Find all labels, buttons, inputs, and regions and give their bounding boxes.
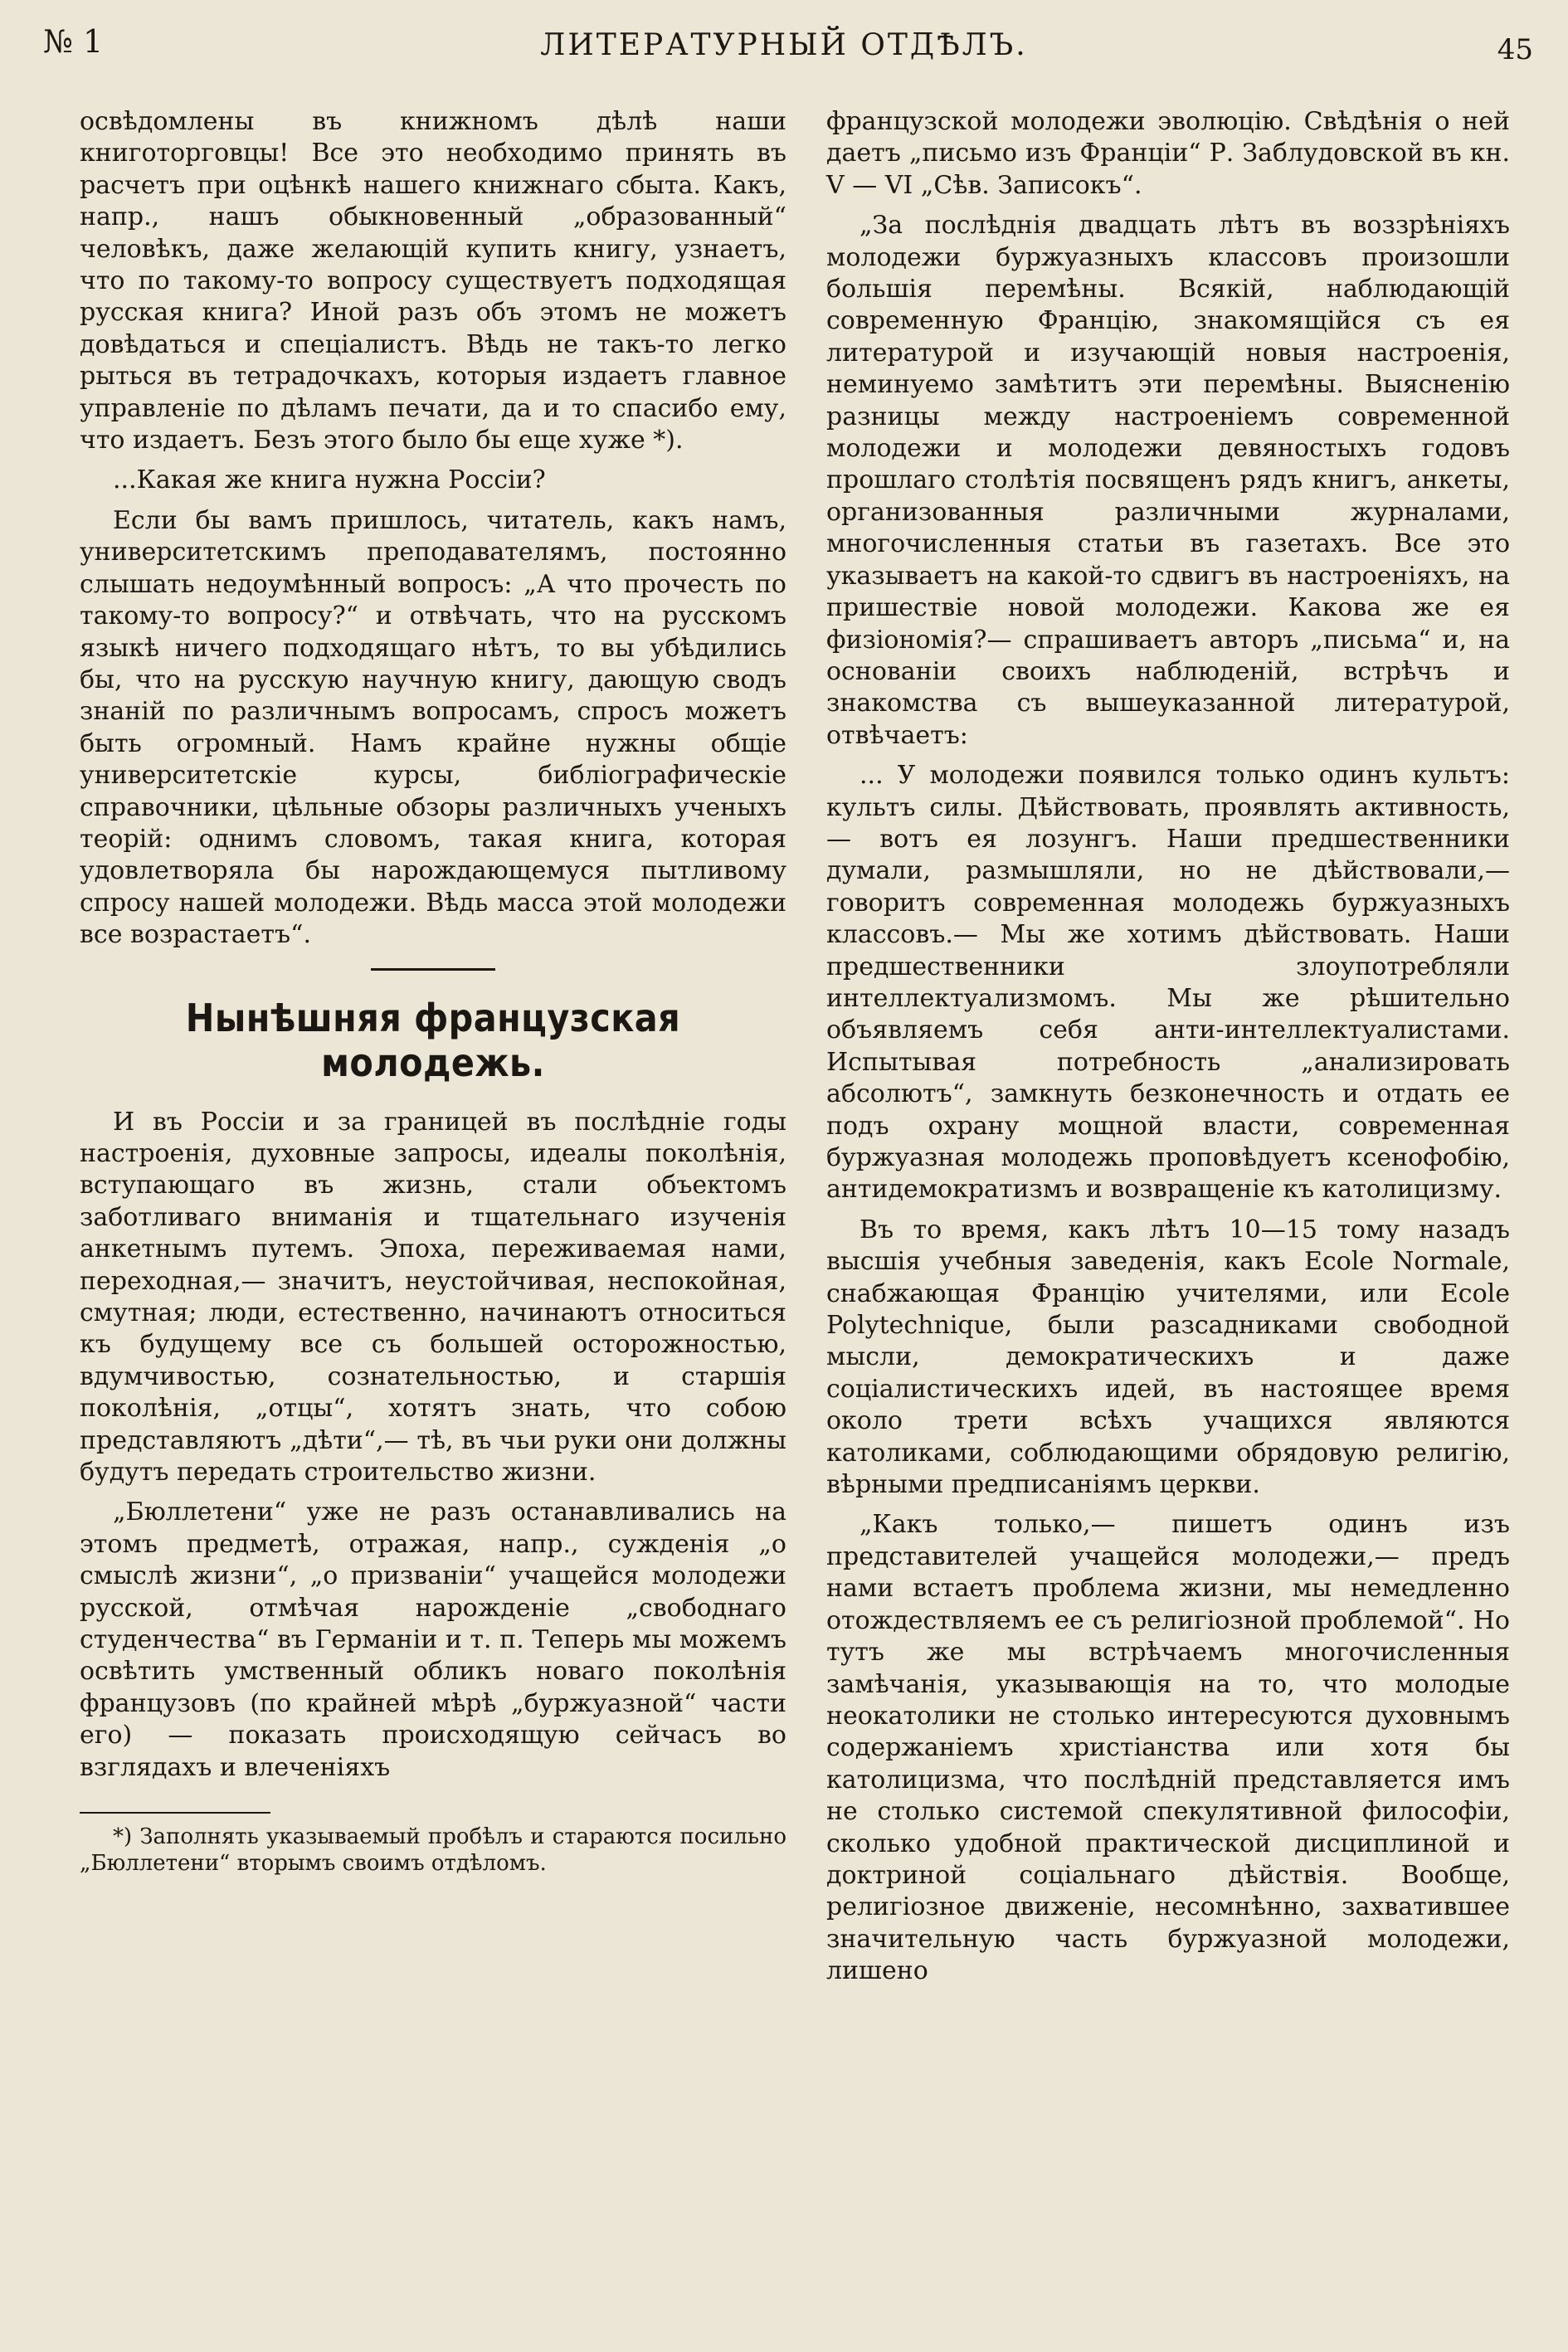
article-title: Нынѣшняя французская молодежь.: [185, 995, 681, 1085]
paragraph-continued: французской молодежи эволюцію. Свѣдѣнія о ней даетъ „письмо изъ Франціи“ Р. Заблудовской въ кн. V — VI „Сѣв. Записокъ“.: [826, 107, 1510, 200]
left-column: [80, 106, 786, 1877]
paragraph: Если бы вамъ пришлось, читатель, какъ намъ, университетскимъ преподавателямъ, постоянно слышать недоумѣнный вопросъ: „А что прочесть по такому-то вопросу?“ и отвѣчать, что на русскомъ языкѣ ничего подходящаго нѣтъ, то вы убѣдились бы, что на русскую научную книгу, дающую сводъ знаній по различнымъ вопросамъ, спросъ можетъ быть огромный. Намъ крайне нужны общіе университетскіе курсы, библіографическіе справочники, цѣльные обзоры различныхъ ученыхъ теорій: однимъ словомъ, такая книга, которая удовлетворяла бы нарождающемуся пытливому спросу нашей молодежи. Вѣдь масса этой молодежи все возрастаетъ“.: [80, 505, 786, 950]
section-title: ЛИТЕРАТУРНЫЙ ОТДѢЛЪ.: [540, 28, 1028, 62]
quoted-paragraph: ... У молодежи появился только одинъ культъ: культъ силы. Дѣйствовать, проявлять активность,— вотъ ея лозунгъ. Наши предшественники думали, размышляли, но не дѣйствовали,— говоритъ современная молодежь буржуазныхъ классовъ.— Мы же хотимъ дѣйствовать. Наши предшественники злоупотребляли интеллектуализмомъ. Мы же рѣшительно объявляемъ себя анти-интеллектуалистами. Испытывая потребность „анализировать абсолютъ“, замкнуть безконечность и отдать ее подъ охрану мощной власти, современная буржуазная молодежь проповѣдуетъ ксенофобію, антидемократизмъ и возвращеніе къ католицизму.: [826, 761, 1510, 1205]
footnote-rule: [80, 1812, 270, 1814]
paragraph: „Какъ только,— пишетъ одинъ изъ представителей учащейся молодежи,— предъ нами встаетъ проблема жизни, мы немедленно отождествляемъ ее съ религіозной проблемой“. Но тутъ же мы встрѣчаемъ многочисленныя замѣчанія, указывающія на то, что молодые неокатолики не столько интересуются духовнымъ содержаніемъ христіанства или хотя бы католицизма, что послѣдній представляется имъ не столько системой спекулятивной философіи, сколько удобной практической дисциплиной и доктриной соціальнаго дѣйствія. Вообще, религіозное движеніе, несомнѣнно, захватившее значительную часть буржуазной молодежи, лишено: [826, 1510, 1510, 1986]
right-column: [826, 106, 1510, 1996]
paragraph: И въ Россіи и за границей въ послѣдніе годы настроенія, духовные запросы, идеалы поколѣнія, вступающаго въ жизнь, стали объектомъ заботливаго вниманія и тщательнаго изученія анкетнымъ путемъ. Эпоха, переживаемая нами, переходная,— значитъ, неустойчивая, неспокойная, смутная; люди, естественно, начинаютъ относиться къ будущему все съ большей осторожностью, вдумчивостью, сознательностью, и старшія поколѣнія, „отцы“, хотятъ знать, что собою представляютъ „дѣти“,— тѣ, въ чьи руки они должны будутъ передать строительство жизни.: [80, 1107, 786, 1488]
paragraph-continued: освѣдомлены въ книжномъ дѣлѣ наши книготорговцы! Все это необходимо принять въ расчетъ при оцѣнкѣ нашего книжнаго сбыта. Какъ, напр., нашъ обыкновенный „образованный“ человѣкъ, даже желающій купить книгу, узнаетъ, что по такому-то вопросу существуетъ подходящая русская книга? Иной разъ объ этомъ не можетъ довѣдаться и спеціалистъ. Вѣдь не такъ-то легко рыться въ тетрадочкахъ, которыя издаетъ главное управленіе по дѣламъ печати, да и то спасибо ему, что издаетъ. Безъ этого было бы еще хуже *).: [80, 107, 786, 455]
issue-number: № 1: [43, 23, 104, 60]
paragraph: Въ то время, какъ лѣтъ 10—15 тому назадъ высшія учебныя заведенія, какъ Ecole Normale, снабжающая Францію учителями, или Ecole Polytechnique, были разсадниками свободной мысли, демократическихъ и даже соціалистическихъ идей, въ настоящее время около трети всѣхъ учащихся являются католиками, соблюдающими обрядовую религію, вѣрными предписаніямъ церкви.: [826, 1215, 1510, 1500]
footnote: *) Заполнять указываемый пробѣлъ и стараются посильно „Бюллетени“ вторымъ своимъ отдѣломъ.: [80, 1824, 786, 1877]
section-separator: [371, 968, 495, 971]
running-header: [0, 0, 1568, 108]
page-number: 45: [1497, 33, 1533, 66]
paragraph: ...Какая же книга нужна Россіи?: [113, 465, 546, 495]
paragraph: „Бюллетени“ уже не разъ останавливались на этомъ предметѣ, отражая, напр., сужденія „о смыслѣ жизни“, „о призваніи“ учащейся молодежи русской, отмѣчая нарожденіе „свободнаго студенчества“ въ Германіи и т. п. Теперь мы можемъ освѣтить умственный обликъ новаго поколѣнія французовъ (по крайней мѣрѣ „буржуазной“ части его) — показать происходящую сейчасъ во взглядахъ и влеченіяхъ: [80, 1497, 786, 1782]
paragraph: „За послѣднія двадцать лѣтъ въ воззрѣніяхъ молодежи буржуазныхъ классовъ произошли большія перемѣны. Всякій, наблюдающій современную Францію, знакомящійся съ ея литературой и изучающій новыя настроенія, неминуемо замѣтитъ эти перемѣны. Выясненію разницы между настроеніемъ современной молодежи и молодежи девяностыхъ годовъ прошлаго столѣтія посвященъ рядъ книгъ, анкеты, организованныя различными журналами, многочисленныя статьи въ газетахъ. Все это указываетъ на какой-то сдвигъ въ настроеніяхъ, на пришествіе новой молодежи. Какова же ея физіономія?— спрашиваетъ авторъ „письма“ и, на основаніи своихъ наблюденій, встрѣчъ и знакомства съ вышеуказанной литературой, отвѣчаетъ:: [826, 211, 1510, 750]
